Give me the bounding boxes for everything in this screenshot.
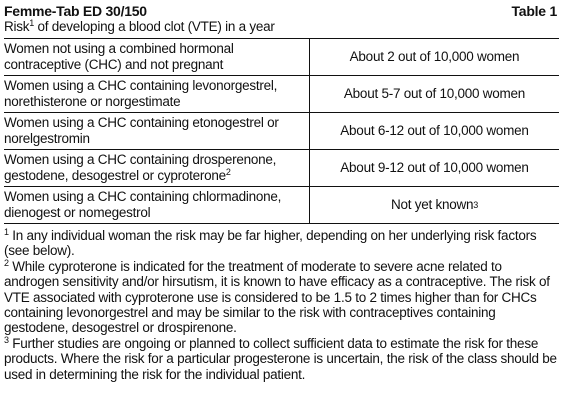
risk-text: About 9-12 out of 10,000 women [340, 160, 529, 175]
risk-cell [310, 150, 559, 186]
footnote-3 [4, 336, 560, 382]
document-header [4, 3, 560, 19]
user-group-text: Women using a CHC containing chlormadinone, dienogest or nomegestrol [4, 189, 282, 220]
user-group-text: Women using a CHC containing etonogestrel or norelgestromin [4, 115, 279, 146]
risk-text: About 2 out of 10,000 women [349, 49, 520, 64]
risk-cell [310, 39, 559, 75]
table-row [4, 39, 559, 75]
footnote-marker: 1 [4, 227, 9, 237]
user-group-cell [4, 187, 310, 223]
user-group-cell [4, 113, 310, 149]
table-row [4, 112, 559, 149]
risk-cell [310, 113, 559, 149]
table-subtitle [4, 19, 560, 35]
footnote-text: Further studies are ongoing or planned to collect sufficient data to estimate the risk for these products. Where the risk for a particular progesterone is uncertain, the risk of the class should be used in determining the risk for the individual patient. [4, 335, 557, 382]
table-row [4, 75, 559, 112]
vte-risk-table [4, 38, 559, 224]
user-group-text: Women using a CHC containing drosperenone, gestodene, desogestrel or cyproterone [4, 152, 277, 183]
footnote-text: In any individual woman the risk may be far higher, depending on her underlying risk factors (see below). [4, 228, 537, 259]
subtitle-text-start: Risk [4, 19, 30, 34]
risk-cell [310, 76, 559, 112]
risk-cell: Not yet known 3 [390, 197, 479, 212]
user-group-cell [4, 76, 310, 112]
user-group-text: Women not using a combined hormonal contraceptive (CHC) and not pregnant [4, 41, 234, 72]
user-group-text: Women using a CHC containing levonorgestrel, norethisterone or norgestimate [4, 78, 278, 109]
risk-text: About 5-7 out of 10,000 women [343, 86, 526, 101]
user-group-cell [4, 150, 310, 186]
subtitle-footnote-marker: 1 [29, 18, 35, 28]
table-row [4, 149, 559, 186]
table-label: Table 1 [511, 3, 557, 19]
table-row [4, 186, 559, 223]
document-title: Femme-Tab ED 30/150 [4, 3, 147, 19]
footnote-1 [4, 228, 560, 259]
user-group-cell [4, 39, 310, 75]
risk-text: About 6-12 out of 10,000 women [340, 123, 529, 138]
footnote-marker: 3 [4, 334, 9, 345]
risk-text: Not yet known [390, 197, 474, 212]
footnotes [4, 228, 560, 382]
footnote-text: While cyproterone is indicated for the treatment of moderate to severe acne related to androgen sensitivity and/or hirsutism, it is known to have efficacy as a contraceptive. The risk of VTE associated with cyproterone use is considered to be 1.5 to 2 times higher than for CHCs containing levonorgestrel and may be similar to the risk with contraceptives containing gestodene, desogestrel or drospirenone. [4, 258, 550, 336]
user-group-footnote-marker: 2 [225, 167, 231, 177]
subtitle-text-end: of developing a blood clot (VTE) in a year [34, 19, 275, 34]
footnote-marker: 2 [4, 257, 9, 268]
footnote-2 [4, 259, 560, 336]
